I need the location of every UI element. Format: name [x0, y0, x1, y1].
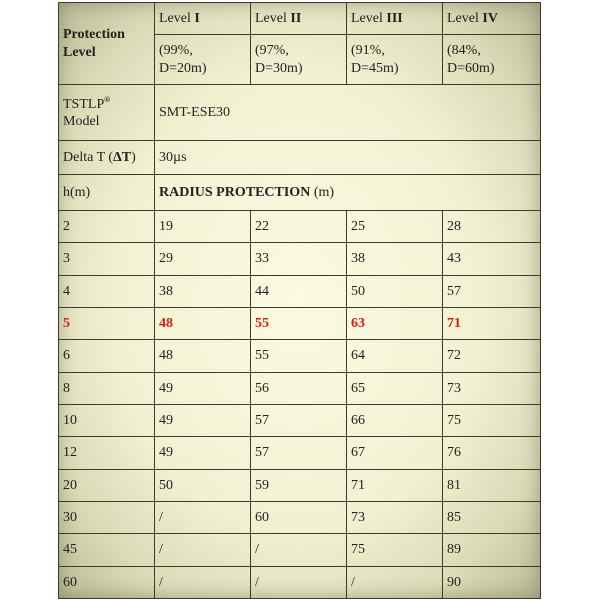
radius-cell-level-4: 85	[443, 501, 541, 533]
model-label-line1: TSTLP	[63, 96, 105, 112]
radius-cell-level-3: /	[347, 566, 443, 598]
radius-cell-level-3: 38	[347, 243, 443, 275]
height-cell: 3	[59, 243, 155, 275]
radius-cell-level-4: 71	[443, 307, 541, 339]
level-numeral: III	[386, 10, 403, 26]
radius-cell-level-1: 48	[155, 307, 251, 339]
model-label-line2: Model	[63, 114, 100, 129]
registered-mark: ®	[104, 94, 111, 104]
level-4-header	[443, 3, 541, 35]
radius-cell-level-3: 66	[347, 404, 443, 436]
height-cell: 6	[59, 340, 155, 372]
radius-cell-level-3: 65	[347, 372, 443, 404]
radius-cell-level-1: /	[155, 534, 251, 566]
radius-cell-level-2: 44	[251, 275, 347, 307]
delta-label	[59, 141, 155, 175]
radius-cell-level-4: 90	[443, 566, 541, 598]
radius-cell-level-2: 33	[251, 243, 347, 275]
radius-cell-level-2: 22	[251, 211, 347, 243]
level-2-header	[251, 3, 347, 35]
height-cell: 30	[59, 501, 155, 533]
table-row	[59, 469, 541, 501]
table-row	[59, 243, 541, 275]
document-sheet	[58, 2, 540, 598]
radius-cell-level-4: 75	[443, 404, 541, 436]
detail-line2: D=30m)	[255, 60, 303, 76]
level-prefix: Level	[159, 10, 195, 26]
level-prefix: Level	[447, 10, 483, 26]
radius-cell-level-4: 81	[443, 469, 541, 501]
radius-cell-level-3: 50	[347, 275, 443, 307]
radius-cell-level-1: 19	[155, 211, 251, 243]
radius-cell-level-4: 57	[443, 275, 541, 307]
radius-cell-level-2: 57	[251, 404, 347, 436]
radius-cell-level-1: 49	[155, 372, 251, 404]
delta-label-prefix: Delta T (	[63, 149, 114, 165]
detail-line1: (97%,	[255, 43, 289, 58]
radius-cell-level-4: 72	[443, 340, 541, 372]
radius-cell-level-1: 29	[155, 243, 251, 275]
delta-row	[59, 141, 541, 175]
radius-cell-level-1: 49	[155, 437, 251, 469]
height-cell: 20	[59, 469, 155, 501]
detail-line1: (84%,	[447, 43, 481, 58]
detail-line2: D=20m)	[159, 60, 207, 76]
radius-cell-level-3: 67	[347, 437, 443, 469]
model-label	[59, 85, 155, 141]
radius-cell-level-1: 50	[155, 469, 251, 501]
table-row	[59, 566, 541, 598]
level-prefix: Level	[351, 10, 387, 26]
radius-cell-level-3: 75	[347, 534, 443, 566]
radius-cell-level-2: 60	[251, 501, 347, 533]
level-numeral: I	[194, 10, 200, 26]
model-row	[59, 85, 541, 141]
height-header: h(m)	[59, 175, 155, 211]
height-cell: 10	[59, 404, 155, 436]
table-row	[59, 372, 541, 404]
table-row	[59, 211, 541, 243]
radius-cell-level-4: 43	[443, 243, 541, 275]
radius-title-unit: (m)	[310, 184, 335, 200]
radius-cell-level-2: /	[251, 534, 347, 566]
height-cell: 8	[59, 372, 155, 404]
radius-title-bold: RADIUS PROTECTION	[159, 184, 311, 200]
radius-cell-level-2: 55	[251, 307, 347, 339]
radius-cell-level-2: 56	[251, 372, 347, 404]
radius-cell-level-2: /	[251, 566, 347, 598]
radius-cell-level-4: 76	[443, 437, 541, 469]
radius-protection-title	[155, 175, 541, 211]
table-row	[59, 340, 541, 372]
table-row	[59, 534, 541, 566]
delta-symbol: ΔT	[113, 149, 132, 165]
level-numeral: IV	[482, 10, 498, 26]
level-3-header	[347, 3, 443, 35]
height-cell: 60	[59, 566, 155, 598]
radius-cell-level-1: /	[155, 501, 251, 533]
detail-line2: D=45m)	[351, 60, 399, 76]
radius-cell-level-4: 89	[443, 534, 541, 566]
level-1-header	[155, 3, 251, 35]
radius-cell-level-1: 49	[155, 404, 251, 436]
radius-cell-level-1: 38	[155, 275, 251, 307]
level-3-detail	[347, 35, 443, 85]
delta-value: 30µs	[155, 141, 541, 175]
radius-cell-level-4: 28	[443, 211, 541, 243]
level-4-detail	[443, 35, 541, 85]
level-row	[59, 3, 541, 35]
radius-cell-level-3: 63	[347, 307, 443, 339]
table-row	[59, 404, 541, 436]
table-row	[59, 307, 541, 339]
radius-cell-level-2: 57	[251, 437, 347, 469]
model-value: SMT-ESE30	[155, 85, 541, 141]
level-1-detail	[155, 35, 251, 85]
detail-line1: (99%,	[159, 43, 193, 58]
radius-cell-level-3: 25	[347, 211, 443, 243]
delta-label-suffix: )	[131, 149, 136, 165]
radius-cell-level-3: 73	[347, 501, 443, 533]
level-numeral: II	[290, 10, 302, 26]
height-cell: 2	[59, 211, 155, 243]
detail-line1: (91%,	[351, 43, 385, 58]
radius-header-row	[59, 175, 541, 211]
radius-cell-level-3: 64	[347, 340, 443, 372]
level-2-detail	[251, 35, 347, 85]
height-cell: 5	[59, 307, 155, 339]
level-prefix: Level	[255, 10, 291, 26]
radius-cell-level-3: 71	[347, 469, 443, 501]
table-row	[59, 275, 541, 307]
table-row	[59, 501, 541, 533]
height-cell: 45	[59, 534, 155, 566]
radius-cell-level-1: 48	[155, 340, 251, 372]
protection-level-header: Protection Level	[59, 3, 155, 85]
table-row	[59, 437, 541, 469]
radius-cell-level-2: 59	[251, 469, 347, 501]
radius-cell-level-2: 55	[251, 340, 347, 372]
height-cell: 4	[59, 275, 155, 307]
radius-cell-level-4: 73	[443, 372, 541, 404]
height-cell: 12	[59, 437, 155, 469]
radius-cell-level-1: /	[155, 566, 251, 598]
radius-protection-table	[58, 2, 541, 599]
detail-line2: D=60m)	[447, 60, 495, 76]
